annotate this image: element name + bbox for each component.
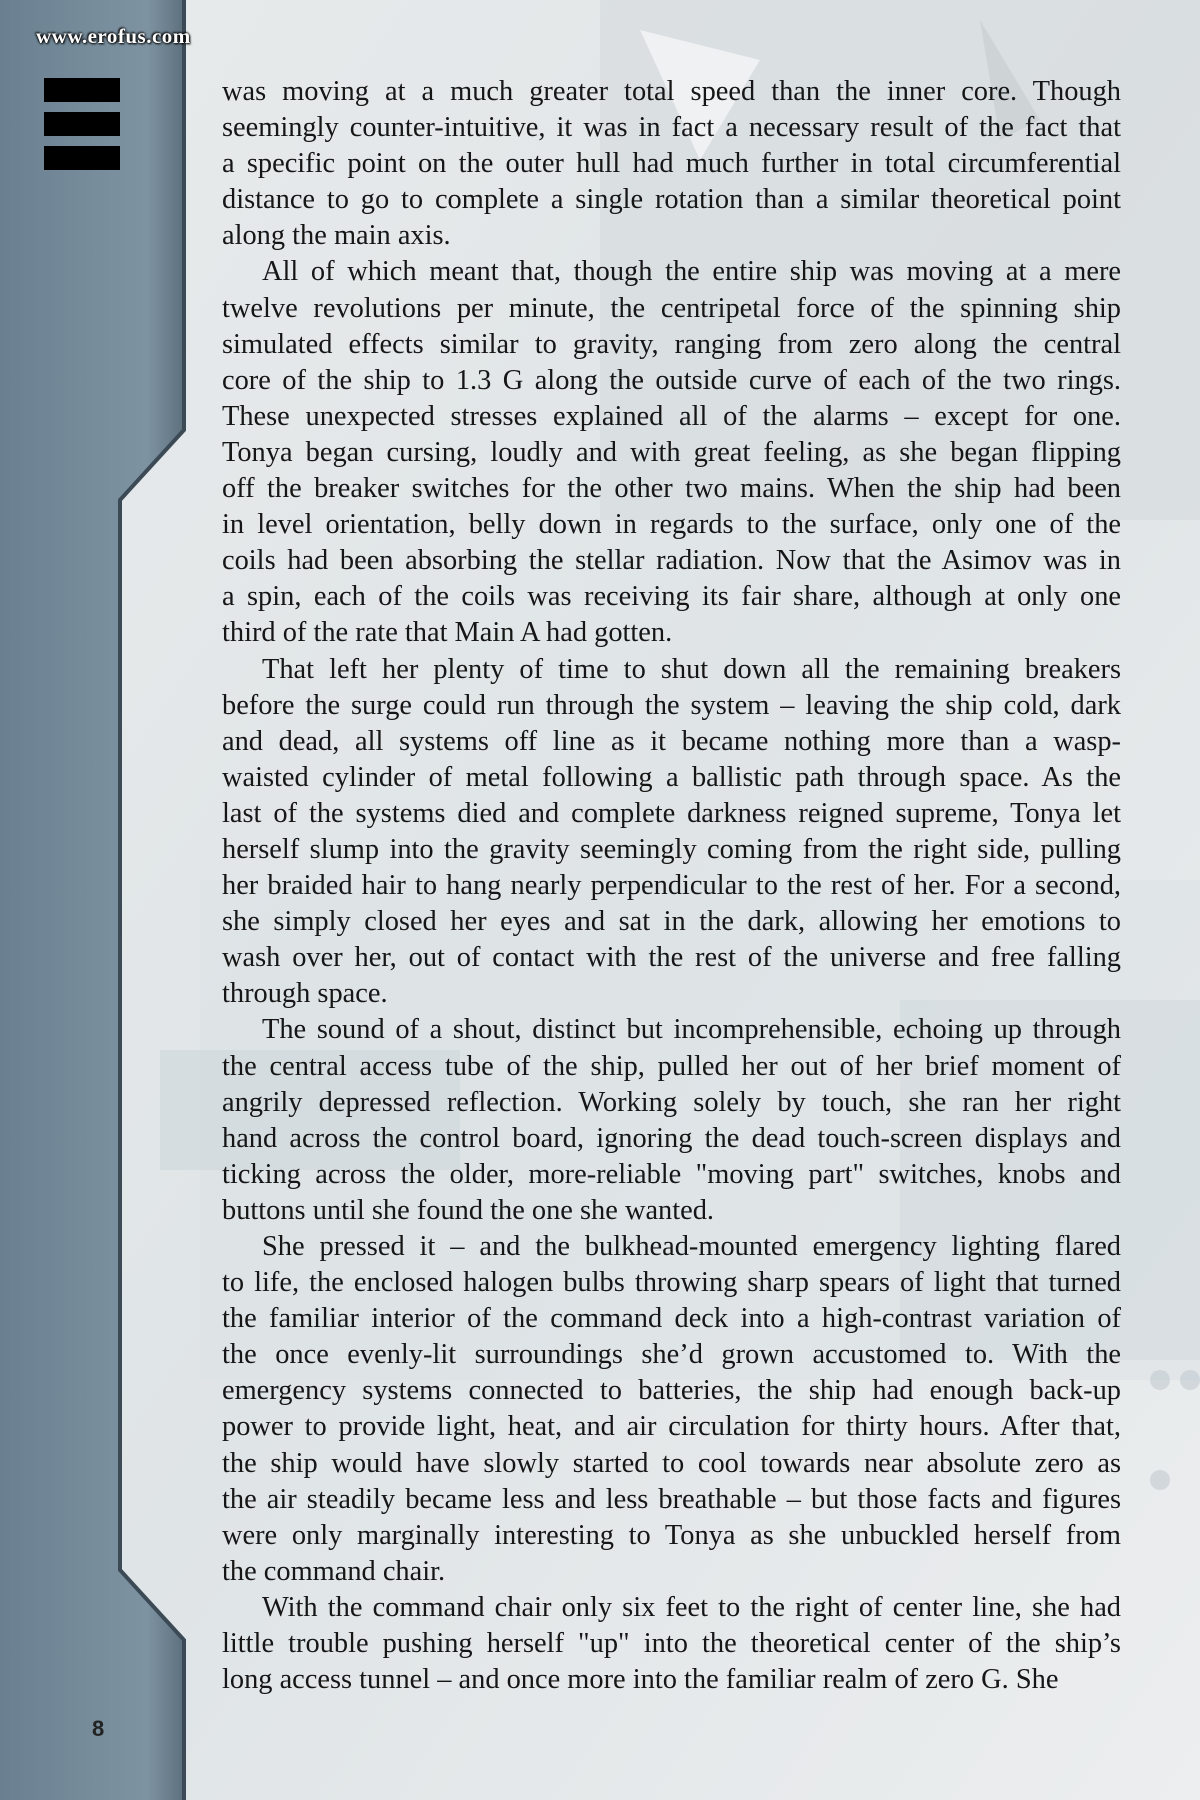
text-line: the central access tube of the ship, pulled her out of her brief moment of: [222, 1050, 1121, 1082]
text-line: All of which meant that, though the entire ship was moving at a mere: [262, 256, 1121, 288]
body-text: [222, 74, 1121, 1698]
text-line: to life, the enclosed halogen bulbs throwing sharp spears of light that turned: [222, 1267, 1121, 1299]
text-line: seemingly counter-intuitive, it was in fact a necessary result of the fact that: [222, 112, 1121, 144]
text-line: were only marginally interesting to Tonya as she unbuckled herself from: [222, 1519, 1121, 1551]
text-line: and dead, all systems off line as it became nothing more than a wasp-: [222, 725, 1121, 757]
text-line: a spin, each of the coils was receiving its fair share, although at only one: [222, 581, 1121, 613]
text-line: That left her plenty of time to shut down all the remaining breakers: [262, 653, 1121, 685]
text-line: hand across the control board, ignoring the dead touch-screen displays and: [222, 1122, 1121, 1154]
text-line: buttons until she found the one she wanted.: [222, 1194, 715, 1226]
text-line: along the main axis.: [222, 220, 451, 252]
text-line: before the surge could run through the system – leaving the ship cold, dark: [222, 689, 1121, 721]
text-line: off the breaker switches for the other two mains. When the ship had been: [222, 473, 1121, 505]
text-line: little trouble pushing herself "up" into the theoretical center of the ship’s: [222, 1628, 1121, 1660]
page-number: 8: [92, 1716, 105, 1741]
paragraph: [222, 74, 1121, 254]
text-line: herself slump into the gravity seemingly coming from the right side, pulling: [222, 833, 1121, 865]
text-line: angrily depressed reflection. Working solely by touch, she ran her right: [222, 1086, 1121, 1118]
text-line: long access tunnel – and once more into the familiar realm of zero G. She: [222, 1664, 1059, 1696]
text-line: through space.: [222, 978, 388, 1010]
paragraph: [222, 1590, 1121, 1698]
text-line: last of the systems died and complete darkness reigned supreme, Tonya let: [222, 797, 1121, 829]
paragraph: [222, 254, 1121, 651]
text-line: With the command chair only six feet to the right of center line, she had: [262, 1591, 1121, 1623]
text-line: simulated effects similar to gravity, ranging from zero along the central: [222, 328, 1121, 360]
marker-bar: [44, 78, 120, 102]
text-line: These unexpected stresses explained all of the alarms – except for one.: [222, 400, 1121, 432]
text-line: power to provide light, heat, and air circulation for thirty hours. After that,: [222, 1411, 1121, 1443]
chapter-marker-bars: [44, 78, 120, 180]
text-line: was moving at a much greater total speed than the inner core. Though: [222, 76, 1121, 107]
text-line: the command chair.: [222, 1555, 446, 1587]
text-line: the ship would have slowly started to cool towards near absolute zero as: [222, 1447, 1121, 1479]
text-line: in level orientation, belly down in regards to the surface, only one of the: [222, 509, 1121, 541]
text-line: her braided hair to hang nearly perpendicular to the rest of her. For a second,: [222, 870, 1121, 902]
text-line: twelve revolutions per minute, the centripetal force of the spinning ship: [222, 292, 1121, 324]
paragraph: [222, 1012, 1121, 1229]
text-line: The sound of a shout, distinct but incomprehensible, echoing up through: [262, 1014, 1121, 1046]
text-line: coils had been absorbing the stellar radiation. Now that the Asimov was in: [222, 545, 1121, 577]
text-line: wash over her, out of contact with the rest of the universe and free falling: [222, 942, 1121, 974]
marker-bar: [44, 146, 120, 170]
text-line: a specific point on the outer hull had much further in total circumferential: [222, 148, 1121, 180]
text-line: third of the rate that Main A had gotten.: [222, 617, 673, 649]
text-line: waisted cylinder of metal following a ballistic path through space. As the: [222, 761, 1121, 793]
paragraph: [222, 1229, 1121, 1590]
watermark: www.erofus.com: [36, 24, 191, 48]
text-line: she simply closed her eyes and sat in the dark, allowing her emotions to: [222, 906, 1121, 938]
paragraph: [222, 652, 1121, 1013]
text-line: ticking across the older, more-reliable "moving part" switches, knobs and: [222, 1158, 1121, 1190]
text-line: the air steadily became less and less breathable – but those facts and figures: [222, 1483, 1121, 1515]
text-line: the familiar interior of the command deck into a high-contrast variation of: [222, 1303, 1121, 1335]
text-line: Tonya began cursing, loudly and with great feeling, as she began flipping: [222, 436, 1121, 468]
marker-bar: [44, 112, 120, 136]
text-line: emergency systems connected to batteries, the ship had enough back-up: [222, 1375, 1121, 1407]
text-line: distance to go to complete a single rotation than a similar theoretical point: [222, 184, 1121, 216]
text-line: the once evenly-lit surroundings she’d grown accustomed to. With the: [222, 1339, 1121, 1371]
text-line: She pressed it – and the bulkhead-mounted emergency lighting flared: [262, 1231, 1121, 1262]
text-line: core of the ship to 1.3 G along the outside curve of each of the two rings.: [222, 364, 1121, 396]
page-margin-bar: [0, 0, 200, 1800]
